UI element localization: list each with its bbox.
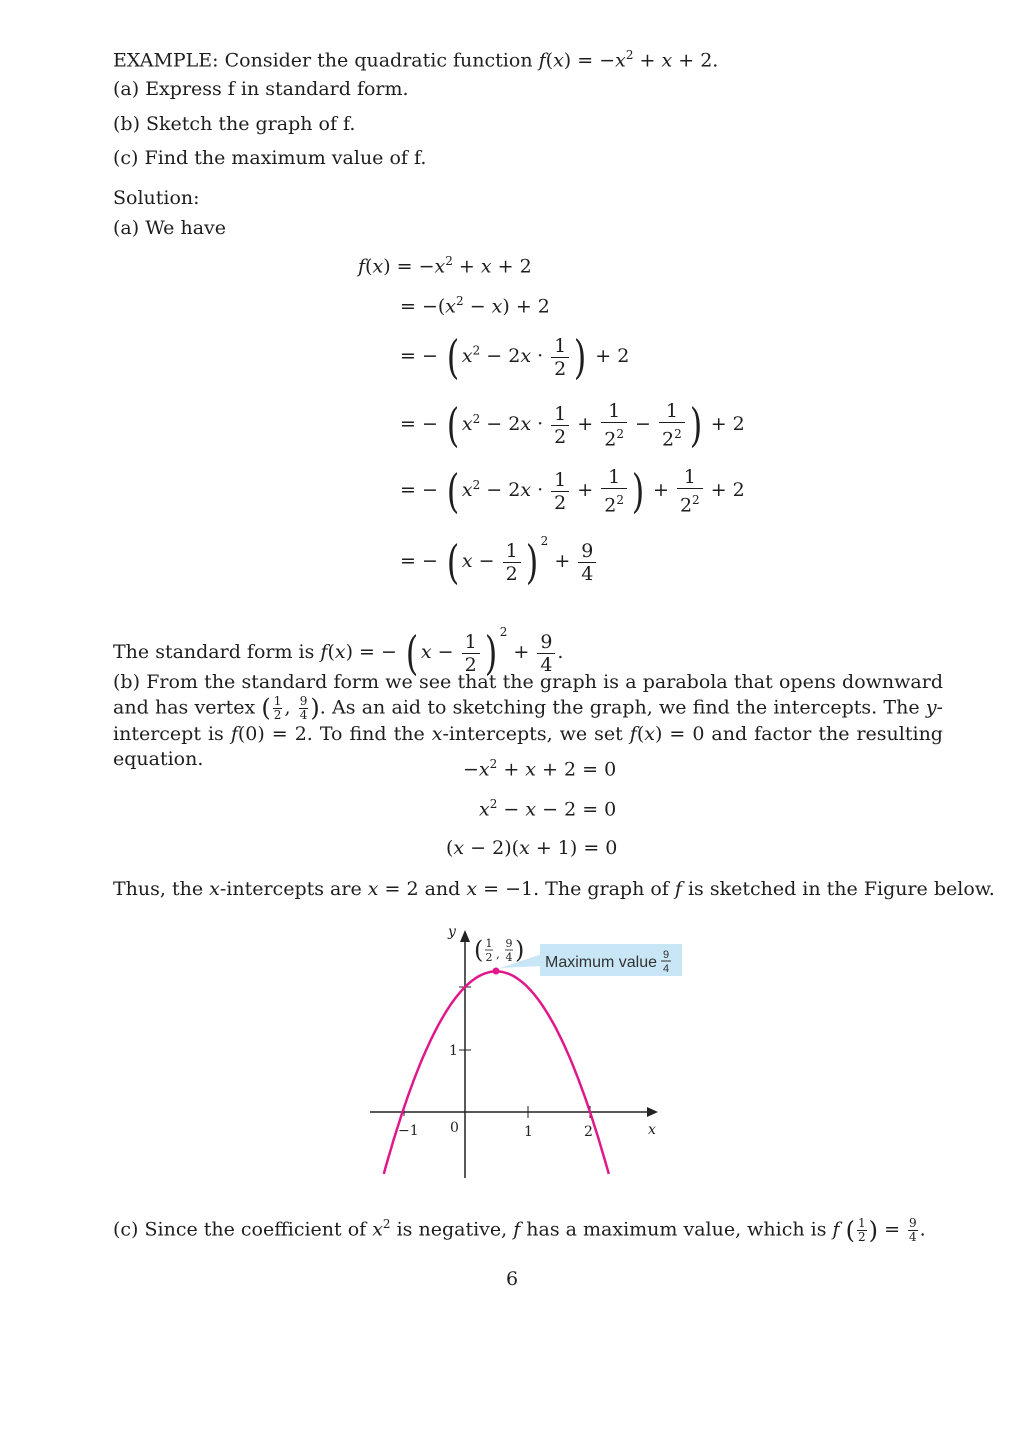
derivation-line-2: = $-(x^2 - x) + 2$ — [400, 294, 550, 318]
parabola-figure — [360, 920, 700, 1195]
derivation-line-1: $f(x) = -x^2 + x + 2$ — [358, 254, 532, 278]
vertex-point — [493, 968, 500, 975]
callout-frac-num: 9 — [662, 949, 670, 961]
vertex-label-open-paren: ( — [474, 936, 484, 964]
part-a-question: (a) Express f in standard form. — [113, 78, 409, 100]
vertex-label-x-den: 2 — [485, 951, 493, 964]
tick-label-x1: 1 — [524, 1124, 533, 1140]
y-axis-arrow — [460, 930, 470, 942]
vertex-label-y-num: 9 — [505, 937, 513, 950]
vertex-label-x-num: 1 — [485, 937, 493, 950]
part-c-answer: (c) Since the coefficient of $x^2$ is negative, f has a maximum value, which is f ( $\frac{1}{2}$ ) = $\frac{9}{4}$ . — [113, 1215, 926, 1245]
derivation-line-4: = − ( $x^2 - 2x$ · $\frac{1}{2}$ + $\frac{1}{2^2}$ − $\frac{1}{2^2}$ ) + 2 — [400, 398, 745, 453]
factoring-line-1: $-x^2 + x + 2 = 0$ — [463, 757, 617, 781]
derivation-line-3: = − ( $x^2 - 2x$ · $\frac{1}{2}$ ) + 2 — [400, 330, 630, 384]
part-c-question: (c) Find the maximum value of f. — [113, 147, 427, 169]
tick-label-origin: 0 — [450, 1120, 459, 1136]
factoring-line-2: $x^2 - x - 2 = 0$ — [479, 797, 617, 821]
part-a-intro: (a) We have — [113, 217, 226, 239]
intercepts-statement: Thus, the x-intercepts are x = 2 and x = −1. The graph of f is sketched in the Figure below. — [113, 878, 995, 900]
tick-label-x2: 2 — [584, 1124, 593, 1140]
x-axis-arrow — [647, 1107, 658, 1117]
part-b-paragraph: (b) From the standard form we see that the graph is a parabola that opens downward and has vertex ( $\frac{1}{2}$ , $\frac{9}{4}$ ). As an aid to sketching the graph, we find the intercepts. The y-intercept is f(0) = 2. To find the x-intercepts, we set f(x) = 0 and factor the resulting equation. — [113, 671, 943, 770]
parabola-curve — [384, 971, 609, 1174]
standard-form-statement: The standard form is f(x) = − ( x − $\frac{1}{2}$ ) $^2$ + $\frac{9}{4}$ . — [113, 625, 564, 680]
parabola-graph — [360, 920, 700, 1190]
page-number: 6 — [505, 1268, 519, 1290]
y-axis-label: y — [448, 924, 456, 940]
part-b-question: (b) Sketch the graph of f. — [113, 113, 356, 135]
callout-frac-den: 4 — [662, 963, 670, 975]
callout-text: Maximum value — [545, 954, 658, 971]
example-statement: EXAMPLE: Consider the quadratic function $f(x) = -x^2 + x + 2$. — [113, 48, 719, 72]
vertex-label-y-den: 4 — [505, 951, 513, 964]
vertex-label-close-paren: ) — [515, 936, 525, 964]
tick-label-neg1: −1 — [398, 1123, 419, 1139]
vertex-label-comma: , — [496, 947, 500, 961]
factoring-line-3: (x − 2)(x + 1) = 0 — [446, 837, 618, 859]
tick-label-y1: 1 — [449, 1043, 458, 1059]
x-axis-label: x — [648, 1122, 656, 1138]
derivation-line-5: = − ( $x^2 - 2x$ · $\frac{1}{2}$ + $\frac{1}{2^2}$ ) + $\frac{1}{2^2}$ + 2 — [400, 464, 745, 519]
solution-heading: Solution: — [113, 187, 200, 209]
derivation-line-6: = − ( x − $\frac{1}{2}$ ) $^2$ + $\frac{9}{4}$ — [400, 534, 598, 585]
